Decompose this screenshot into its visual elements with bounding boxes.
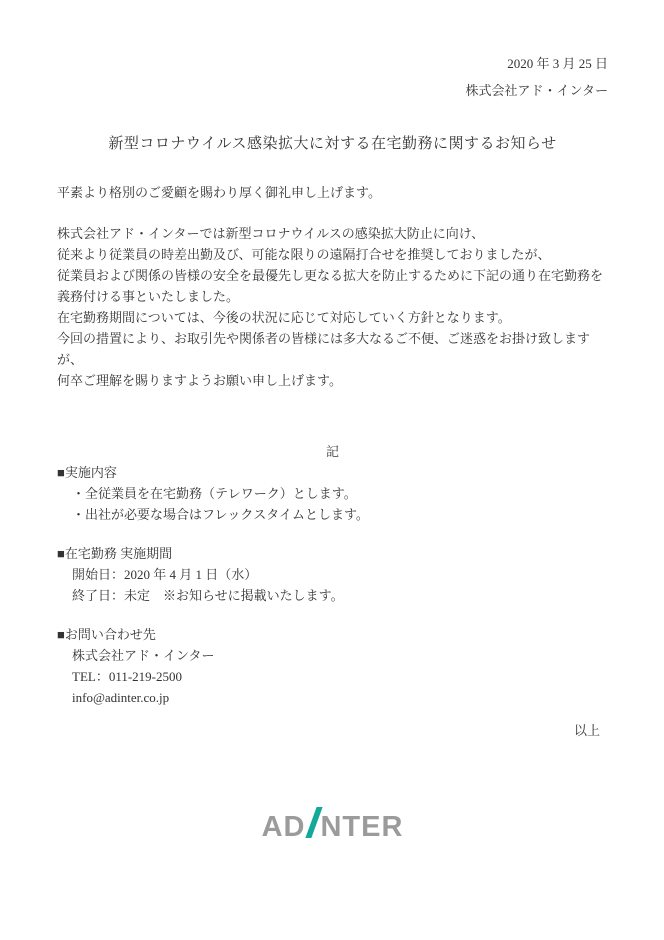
document-header — [57, 50, 608, 104]
closing-marker: 以上 — [573, 723, 600, 738]
section-contact — [57, 624, 608, 708]
document-title: 新型コロナウイルス感染拡大に対する在宅勤務に関するお知らせ — [108, 136, 557, 152]
company-logo — [57, 807, 608, 843]
section-heading: ■実施内容 — [57, 465, 117, 480]
section-items — [57, 564, 608, 606]
contact-company: 株式会社アド・インター — [72, 648, 215, 663]
logo-text-left: AD — [261, 811, 306, 843]
contact-phone: TEL：011-219-2500 — [72, 669, 182, 684]
body-line: 株式会社アド・インターでは新型コロナウイルスの感染拡大防止に向け、 — [57, 226, 485, 241]
company-name: 株式会社アド・インター — [465, 83, 608, 98]
body-line: 義務付ける事といたしました。 — [57, 289, 240, 304]
body-paragraph — [57, 223, 608, 391]
section-period — [57, 543, 608, 606]
logo-text-right: NTER — [320, 811, 404, 843]
body-line: 何卒ご理解を賜りますようお願い申し上げます。 — [57, 373, 342, 388]
record-marker: 記 — [325, 444, 339, 459]
section-implementation — [57, 462, 608, 525]
greeting-line: 平素より格別のご愛顧を賜わり厚く御礼申し上げます。 — [57, 185, 381, 200]
section-item: ・出社が必要な場合はフレックスタイムとします。 — [72, 507, 369, 522]
section-heading: ■お問い合わせ先 — [57, 627, 156, 642]
section-item: ・全従業員を在宅勤務（テレワーク）とします。 — [72, 486, 357, 501]
body-line: 従来より従業員の時差出勤及び、可能な限りの遠隔打合せを推奨しておりましたが、 — [57, 247, 551, 262]
contact-email: info@adinter.co.jp — [72, 690, 170, 705]
body-line: 今回の措置により、お取引先や関係者の皆様には多大なるご不便、ご迷惑をお掛け致しますが、 — [57, 331, 591, 367]
document-date: 2020 年 3 月 25 日 — [507, 56, 608, 71]
body-line: 在宅勤務期間については、今後の状況に応じて対応していく方針となります。 — [57, 310, 511, 325]
section-items — [57, 645, 608, 708]
section-item-start-date: 開始日：2020 年 4 月 1 日（水） — [72, 567, 258, 582]
section-heading: ■在宅勤務 実施期間 — [57, 546, 173, 561]
body-line: 従業員および関係の皆様の安全を最優先し更なる拡大を防止するために下記の通り在宅勤務を — [57, 268, 604, 283]
section-items — [57, 483, 608, 525]
section-item-end-date: 終了日：未定 ※お知らせに掲載いたします。 — [72, 588, 344, 603]
